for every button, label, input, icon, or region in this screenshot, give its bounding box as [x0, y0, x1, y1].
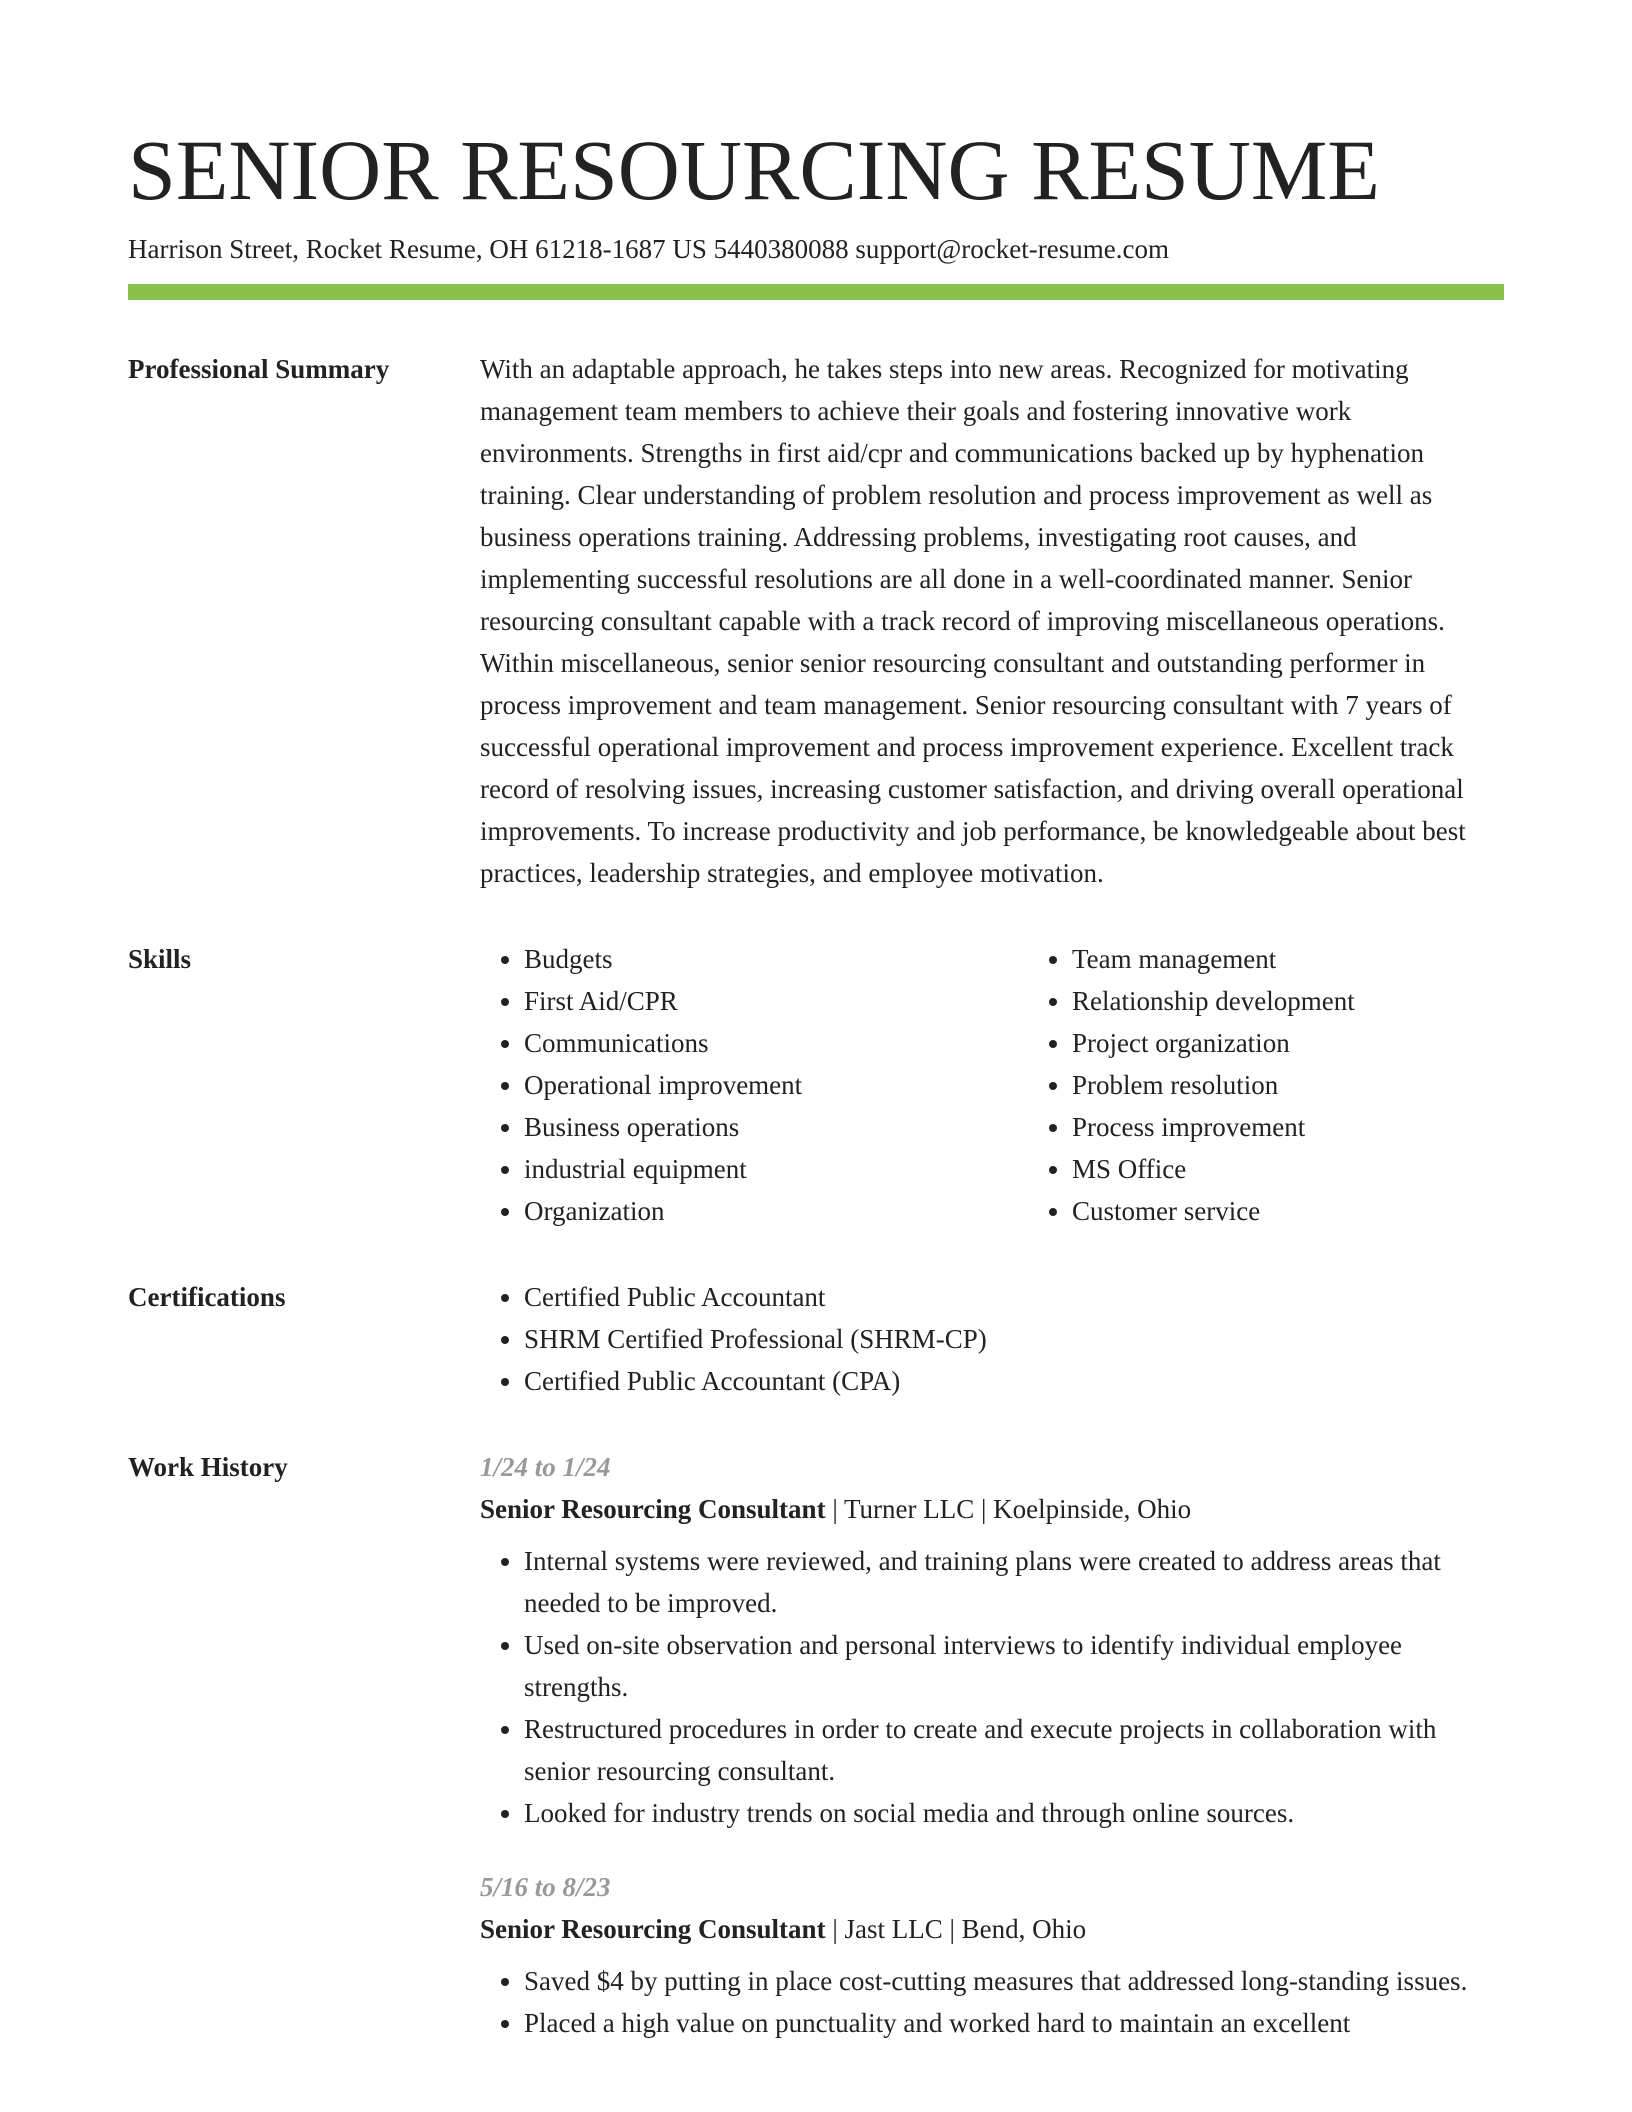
skills-section — [128, 938, 1504, 1232]
certification-item: • SHRM Certified Professional (SHRM-CP) — [524, 1318, 1504, 1360]
job-employer-location: | Turner LLC | Koelpinside, Ohio — [825, 1494, 1192, 1524]
skill-item: • Problem resolution — [1072, 1064, 1576, 1106]
resume-page — [128, 120, 1504, 2044]
job-entry — [480, 1446, 1504, 1834]
contact-phone: 5440380088 — [713, 234, 849, 264]
skill-item: • Communications — [524, 1022, 1028, 1064]
job-title: Senior Resourcing Consultant — [480, 1914, 826, 1944]
job-employer-location: | Jast LLC | Bend, Ohio — [825, 1914, 1087, 1944]
skill-item: • Team management — [1072, 938, 1576, 980]
contact-email: support@rocket-resume.com — [855, 234, 1169, 264]
summary-section — [128, 348, 1504, 894]
skills-list-left — [480, 938, 1028, 1232]
job-heading — [480, 1908, 1504, 1950]
certification-item: • Certified Public Accountant — [524, 1276, 1504, 1318]
job-dates: 5/16 to 8/23 — [480, 1872, 611, 1902]
job-heading — [480, 1488, 1504, 1530]
job-title: Senior Resourcing Consultant — [480, 1494, 826, 1524]
header-divider — [128, 284, 1504, 300]
skill-item: • Operational improvement — [524, 1064, 1028, 1106]
job-bullets — [480, 1540, 1504, 1834]
job-bullet: • Placed a high value on punctuality and worked hard to maintain an excellent — [524, 2002, 1504, 2044]
certifications-section — [128, 1276, 1504, 1402]
job-bullet: • Used on-site observation and personal interviews to identify individual employee strengths. — [524, 1624, 1504, 1708]
contact-address: Harrison Street, Rocket Resume, OH 61218-1687 US — [128, 234, 707, 264]
skills-list-right — [1028, 938, 1576, 1232]
job-bullet: • Saved $4 by putting in place cost-cutting measures that addressed long-standing issues. — [524, 1960, 1504, 2002]
certifications-list — [480, 1276, 1504, 1402]
section-heading-skills: Skills — [128, 944, 192, 974]
skill-item: • Business operations — [524, 1106, 1028, 1148]
summary-text: With an adaptable approach, he takes steps into new areas. Recognized for motivating management team members to achieve their goals and fostering innovative work environments. Strengths in first aid/cpr and communications backed up by hyphenation training. Clear understanding of problem resolution and process improvement as well as business operations training. Addressing problems, investigating root causes, and implementing successful resolutions are all done in a well-coordinated manner. Senior resourcing consultant capable with a track record of improving miscellaneous operations. Within miscellaneous, senior senior resourcing consultant and outstanding performer in process improvement and team management. Senior resourcing consultant with 7 years of successful operational improvement and process improvement experience. Excellent track record of resolving issues, increasing customer satisfaction, and driving overall operational improvements. To increase productivity and job performance, be knowledgeable about best practices, leadership strategies, and employee motivation. — [480, 354, 1466, 888]
skill-item: • MS Office — [1072, 1148, 1576, 1190]
job-bullet: • Looked for industry trends on social media and through online sources. — [524, 1792, 1504, 1834]
job-dates: 1/24 to 1/24 — [480, 1452, 611, 1482]
skill-item: • Relationship development — [1072, 980, 1576, 1022]
section-heading-work-history: Work History — [128, 1452, 288, 1482]
skill-item: • First Aid/CPR — [524, 980, 1028, 1022]
work-history-section — [128, 1446, 1504, 2044]
skill-item: • Budgets — [524, 938, 1028, 980]
skill-item: • industrial equipment — [524, 1148, 1028, 1190]
section-heading-certifications: Certifications — [128, 1282, 286, 1312]
skill-item: • Project organization — [1072, 1022, 1576, 1064]
job-bullets — [480, 1960, 1504, 2044]
section-heading-summary: Professional Summary — [128, 354, 390, 384]
job-bullet: • Restructured procedures in order to create and execute projects in collaboration with senior resourcing consultant. — [524, 1708, 1504, 1792]
job-entry — [480, 1866, 1504, 2044]
certification-item: • Certified Public Accountant (CPA) — [524, 1360, 1504, 1402]
job-bullet: • Internal systems were reviewed, and training plans were created to address areas that needed to be improved. — [524, 1540, 1504, 1624]
contact-line — [128, 230, 1504, 268]
skill-item: • Process improvement — [1072, 1106, 1576, 1148]
skill-item: • Customer service — [1072, 1190, 1576, 1232]
resume-title: SENIOR RESOURCING RESUME — [128, 122, 1380, 218]
skill-item: • Organization — [524, 1190, 1028, 1232]
